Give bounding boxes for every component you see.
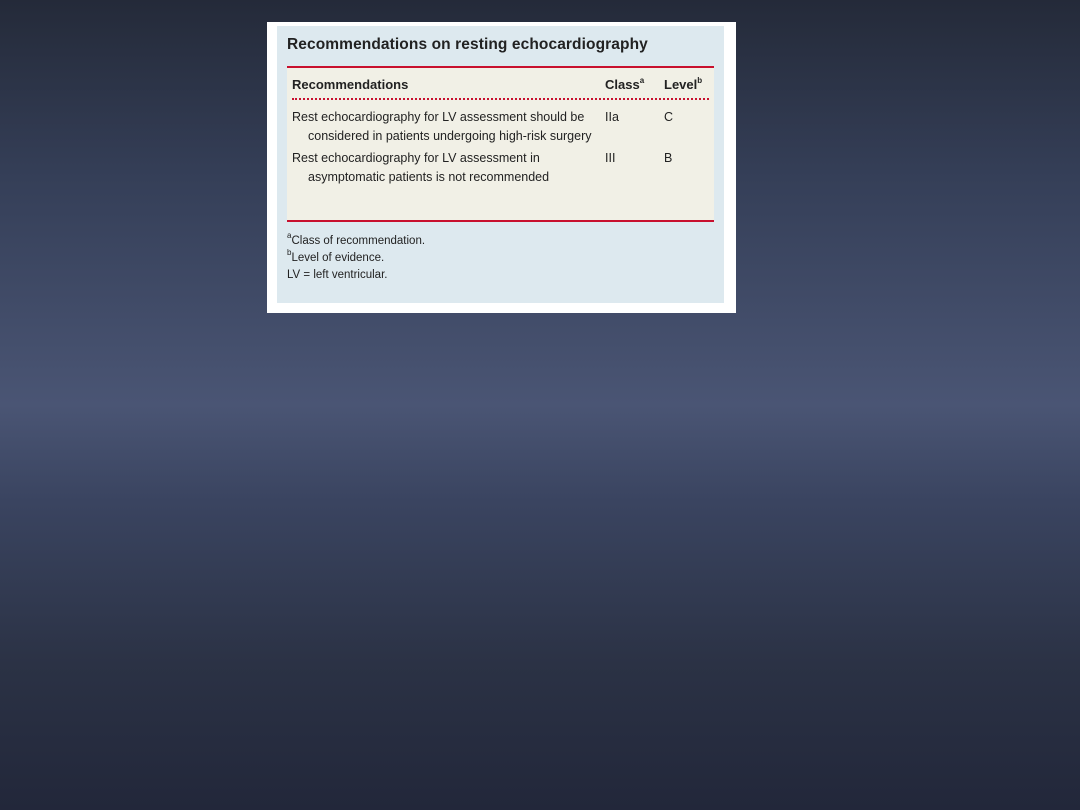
header-class-sup: a [639, 76, 645, 85]
footnote-b [287, 250, 714, 267]
footnotes [287, 233, 714, 284]
header-class-label: Class [605, 77, 640, 92]
footnote-b-marker: b [287, 248, 292, 257]
row-level: C [664, 110, 674, 124]
row-class: III [605, 151, 616, 165]
footnote-lv: LV = left ventricular. [287, 269, 388, 281]
table-row [292, 108, 709, 146]
row-recommendation: Rest echocardiography for LV assessment in asymptomatic patients is not recommended [292, 151, 550, 184]
footnote-b-text: Level of evidence. [291, 252, 385, 264]
header-level [664, 77, 709, 98]
table-row [292, 149, 709, 187]
row-level: B [664, 151, 673, 165]
table-header-row [292, 68, 709, 100]
row-recommendation: Rest echocardiography for LV assessment should be considered in patients undergoing high-risk surgery [292, 110, 592, 143]
row-class: IIa [605, 110, 619, 124]
footnote-a-text: Class of recommendation. [291, 235, 426, 247]
slide-image [267, 22, 736, 313]
recommendations-table [287, 66, 714, 222]
header-recommendations: Recommendations [292, 77, 409, 92]
recommendations-panel [277, 26, 724, 303]
header-class [605, 77, 664, 98]
panel-title: Recommendations on resting echocardiography [287, 36, 648, 53]
footnote-a [287, 233, 714, 250]
header-level-label: Level [664, 77, 698, 92]
footnote-a-marker: a [287, 231, 292, 240]
header-level-sup: b [697, 76, 703, 85]
